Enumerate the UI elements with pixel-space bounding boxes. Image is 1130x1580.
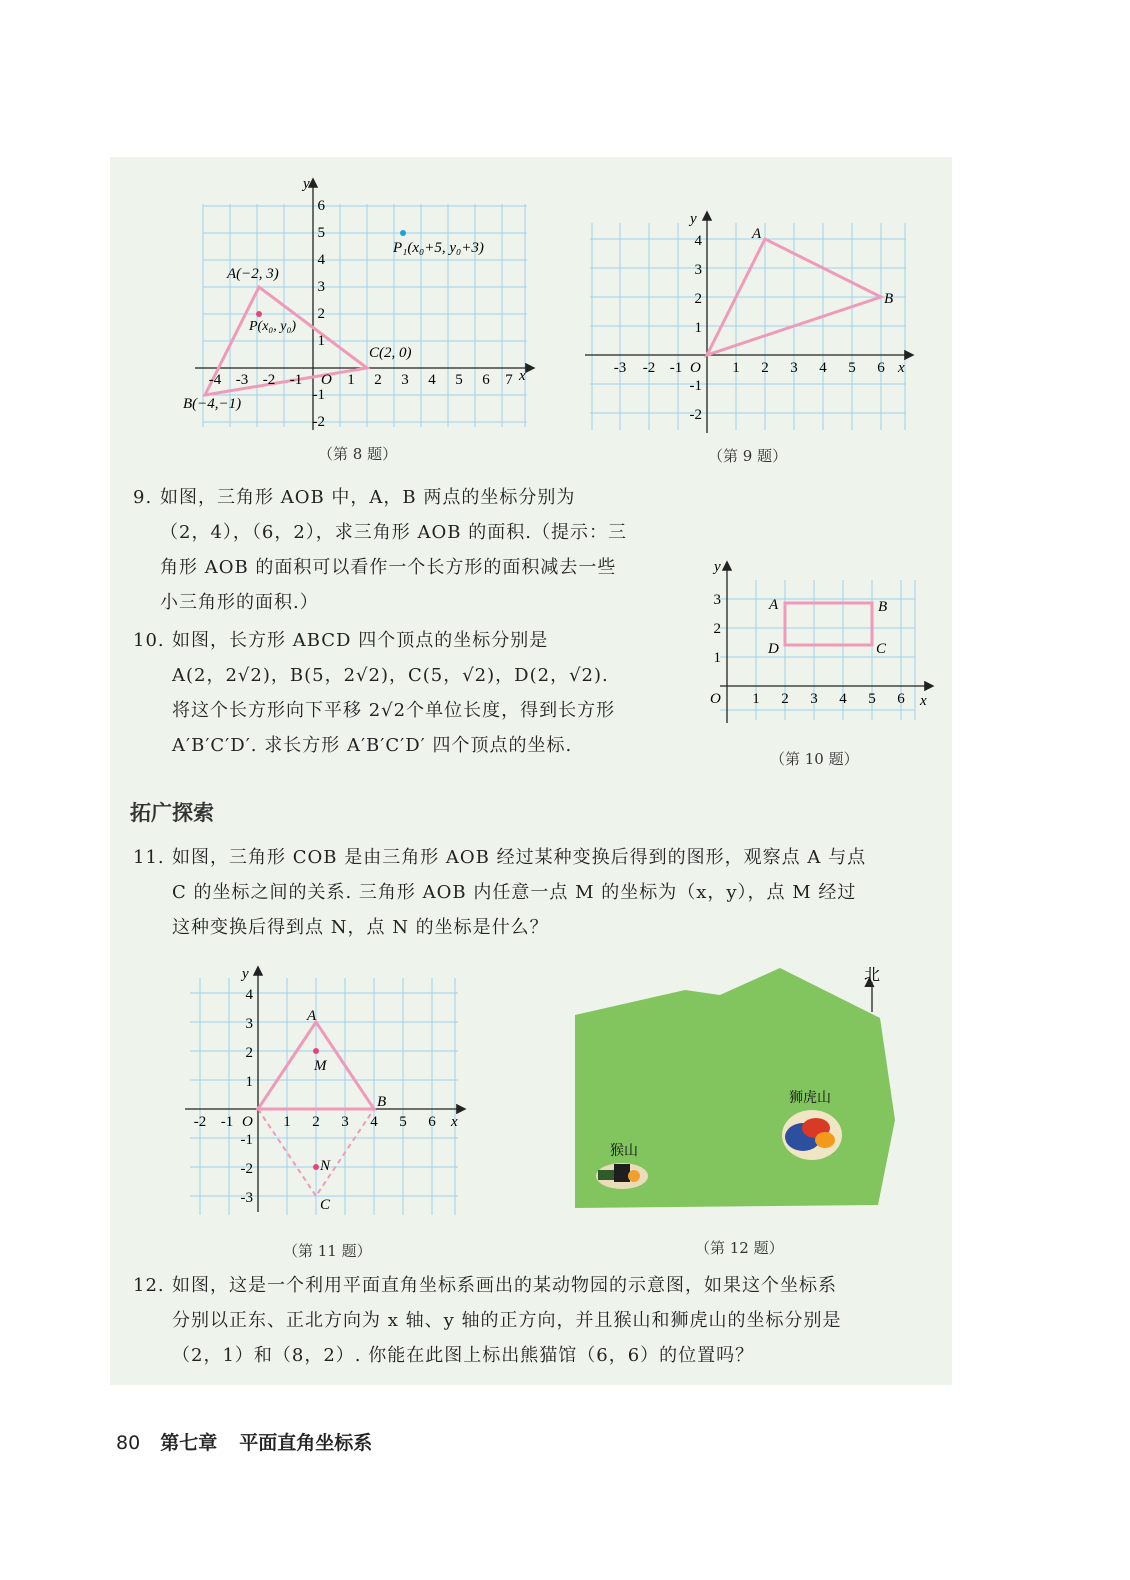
fig11-x-label: x — [451, 1114, 458, 1130]
problem-10-line-1: 如图，长方形 ABCD 四个顶点的坐标分别是 — [172, 630, 549, 651]
label-d-10: D — [768, 641, 779, 657]
fig9-xtick-3: 3 — [790, 360, 798, 376]
fig8-ytick-4: 4 — [317, 252, 325, 268]
fig10-xtick-2: 2 — [781, 691, 789, 707]
problem-11-line-2: C 的坐标之间的关系. 三角形 AOB 内任意一点 M 的坐标为（x，y），点 M 经过 — [172, 882, 857, 903]
north-label: 北 — [863, 967, 881, 984]
fig9-y-label: y — [690, 211, 697, 227]
fig10-xtick-3: 3 — [810, 691, 818, 707]
fig10-ytick-3: 3 — [713, 592, 721, 608]
page-footer — [116, 1428, 372, 1455]
page-number: 80 — [116, 1432, 141, 1454]
fig11-y-label: y — [242, 966, 249, 982]
fig11-ytick-4: 4 — [245, 987, 253, 1003]
fig9-xtick-5: 5 — [848, 360, 856, 376]
fig8-xtick-m4: -4 — [208, 372, 222, 388]
point-p1 — [400, 230, 406, 236]
fig10-xtick-5: 5 — [868, 691, 876, 707]
problem-11-line-3: 这种变换后得到点 N，点 N 的坐标是什么？ — [172, 917, 549, 938]
problem-12-line-1: 如图，这是一个利用平面直角坐标系画出的某动物园的示意图，如果这个坐标系 — [172, 1275, 837, 1296]
fig8-ytick-1: 1 — [317, 333, 325, 349]
fig10-xtick-6: 6 — [897, 691, 905, 707]
problem-10 — [172, 623, 682, 763]
fig10-y-label: y — [714, 559, 721, 575]
fig10-xtick-1: 1 — [752, 691, 760, 707]
fig8-xtick-5: 5 — [455, 372, 463, 388]
fig9-ytick-2: 2 — [694, 291, 702, 307]
point-m — [313, 1048, 319, 1054]
grid-11 — [190, 978, 458, 1215]
grid-9 — [590, 223, 906, 430]
label-a-11: A — [307, 1008, 317, 1024]
fig8-xtick-m1: -1 — [289, 372, 303, 388]
label-b-9: B — [884, 291, 894, 307]
label-c-8: C(2, 0) — [369, 345, 412, 361]
fig9-xtick-m3: -3 — [613, 360, 627, 376]
fig8-xtick-2: 2 — [374, 372, 382, 388]
label-p1: P₁(x₀+5, y₀+3) — [393, 240, 484, 256]
fig11-ytick-2: 2 — [245, 1045, 253, 1061]
label-a-8: A(−2, 3) — [227, 266, 279, 282]
figure-11 — [180, 960, 480, 1225]
fig9-ytick-m2: -2 — [689, 407, 702, 423]
caption-fig8: （第 8 题） — [318, 445, 398, 463]
figure-8 — [175, 170, 545, 440]
figure-9 — [580, 205, 920, 435]
fig10-origin: O — [710, 691, 721, 707]
fig8-ytick-3: 3 — [317, 279, 325, 295]
label-b-11: B — [377, 1094, 387, 1110]
fig9-xtick-6: 6 — [877, 360, 885, 376]
fig9-ytick-1: 1 — [694, 320, 702, 336]
label-a-10: A — [769, 597, 779, 613]
fig11-ytick-m3: -3 — [240, 1190, 253, 1206]
fig9-xtick-4: 4 — [819, 360, 827, 376]
problem-10-line-2: A(2，2√2)，B(5，2√2)，C(5，√2)，D(2，√2). — [172, 665, 609, 686]
label-b-8: B(−4,−1) — [183, 396, 242, 412]
fig9-origin: O — [690, 360, 701, 376]
fig11-xtick-2: 2 — [312, 1114, 320, 1130]
caption-fig12: （第 12 题） — [695, 1239, 784, 1257]
grid-8 — [203, 204, 527, 427]
figure-12-zoo-map — [570, 960, 915, 1215]
fig9-xtick-m1: -1 — [669, 360, 683, 376]
fig9-xtick-m2: -2 — [642, 360, 656, 376]
fig8-ytick-5: 5 — [317, 225, 325, 241]
problem-12-number: 12. — [133, 1275, 165, 1296]
fig11-origin: O — [242, 1114, 253, 1130]
problem-12-line-2: 分别以正东、正北方向为 x 轴、y 轴的正方向，并且猴山和狮虎山的坐标分别是 — [172, 1310, 842, 1331]
rectangle-abcd — [785, 603, 872, 645]
point-p — [256, 311, 262, 317]
point-n — [313, 1164, 319, 1170]
label-a-9: A — [752, 226, 762, 242]
problem-11-number: 11. — [133, 847, 165, 868]
problem-12-line-3: （2，1）和（8，2）. 你能在此图上标出熊猫馆（6，6）的位置吗？ — [172, 1345, 755, 1366]
label-m: M — [314, 1058, 327, 1074]
fig9-xtick-2: 2 — [761, 360, 769, 376]
fig8-x-label: x — [519, 368, 526, 384]
fig9-ytick-4: 4 — [694, 233, 702, 249]
fig11-xtick-m2: -2 — [193, 1114, 207, 1130]
caption-fig11: （第 11 题） — [283, 1242, 372, 1260]
label-c-10: C — [876, 641, 887, 657]
problem-11-line-1: 如图，三角形 COB 是由三角形 AOB 经过某种变换后得到的图形，观察点 A 与点 — [172, 847, 867, 868]
fig11-xtick-5: 5 — [399, 1114, 407, 1130]
fig8-xtick-6: 6 — [482, 372, 490, 388]
fig8-ytick-6: 6 — [317, 198, 325, 214]
figure-10 — [700, 555, 940, 725]
monkey-hill-label: 猴山 — [610, 1144, 638, 1159]
caption-fig10: （第 10 题） — [770, 750, 859, 768]
fig11-ytick-1: 1 — [245, 1074, 253, 1090]
label-p: P(x₀, y₀) — [249, 319, 297, 334]
problem-9-line-4: 小三角形的面积.） — [160, 592, 319, 613]
problem-11 — [172, 840, 942, 945]
monkey-hill-icon — [596, 1163, 648, 1189]
chapter-label: 第七章 — [160, 1432, 218, 1454]
problem-9-line-3: 角形 AOB 的面积可以看作一个长方形的面积减去一些 — [160, 557, 617, 578]
fig11-xtick-m1: -1 — [220, 1114, 234, 1130]
problem-12 — [172, 1268, 942, 1373]
caption-fig9: （第 9 题） — [708, 447, 788, 465]
problem-10-line-4: A′B′C′D′. 求长方形 A′B′C′D′ 四个顶点的坐标. — [172, 735, 573, 756]
fig8-origin: O — [321, 372, 332, 388]
problem-10-line-3: 将这个长方形向下平移 2√2个单位长度，得到长方形 — [172, 700, 616, 721]
label-b-10: B — [878, 599, 888, 615]
fig8-xtick-m3: -3 — [235, 372, 249, 388]
fig8-ytick-m2: -2 — [312, 414, 325, 430]
fig8-xtick-m2: -2 — [262, 372, 276, 388]
fig10-ytick-1: 1 — [713, 650, 721, 666]
fig11-ytick-m2: -2 — [240, 1161, 253, 1177]
lion-tiger-hill-icon — [782, 1110, 842, 1160]
fig11-xtick-3: 3 — [341, 1114, 349, 1130]
fig9-ytick-3: 3 — [694, 262, 702, 278]
fig8-xtick-7: 7 — [505, 372, 513, 388]
lion-tiger-hill-label: 狮虎山 — [789, 1091, 831, 1106]
problem-9 — [160, 480, 680, 620]
fig11-xtick-6: 6 — [428, 1114, 436, 1130]
section-heading: 拓广探索 — [130, 801, 214, 825]
problem-10-number: 10. — [133, 630, 165, 651]
fig8-xtick-3: 3 — [401, 372, 409, 388]
fig11-xtick-1: 1 — [283, 1114, 291, 1130]
problem-9-number: 9. — [133, 487, 153, 508]
label-c-11: C — [320, 1197, 331, 1213]
fig11-ytick-m1: -1 — [240, 1132, 253, 1148]
fig8-y-label: y — [303, 176, 310, 192]
fig9-ytick-m1: -1 — [689, 378, 702, 394]
fig8-xtick-1: 1 — [347, 372, 355, 388]
fig9-xtick-1: 1 — [732, 360, 740, 376]
fig11-xtick-4: 4 — [370, 1114, 378, 1130]
fig10-ytick-2: 2 — [713, 621, 721, 637]
chapter-title: 平面直角坐标系 — [239, 1432, 373, 1454]
problem-9-line-2: （2，4），（6，2），求三角形 AOB 的面积.（提示：三 — [160, 522, 627, 543]
fig9-x-label: x — [898, 360, 905, 376]
fig10-xtick-4: 4 — [839, 691, 847, 707]
fig8-xtick-4: 4 — [428, 372, 436, 388]
label-n: N — [320, 1158, 331, 1174]
fig10-x-label: x — [920, 693, 927, 709]
fig11-ytick-3: 3 — [245, 1016, 253, 1032]
fig8-ytick-m1: -1 — [312, 387, 325, 403]
fig8-ytick-2: 2 — [317, 306, 325, 322]
problem-9-line-1: 如图，三角形 AOB 中，A，B 两点的坐标分别为 — [160, 487, 576, 508]
